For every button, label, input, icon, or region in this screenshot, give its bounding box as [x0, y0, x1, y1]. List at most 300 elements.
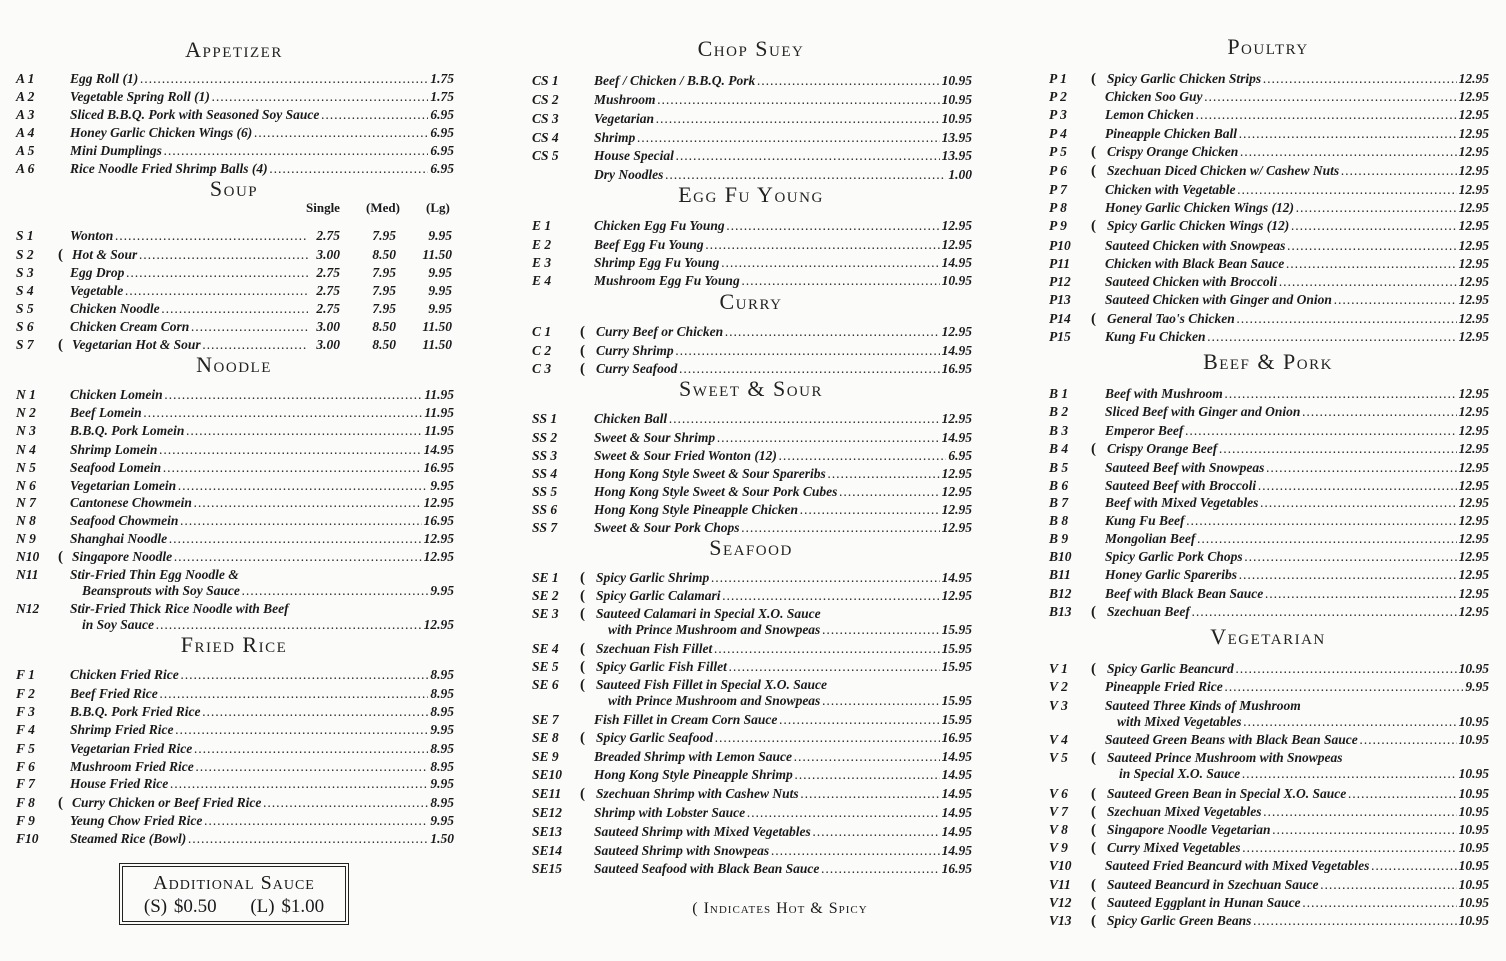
item-name: Beef with Mixed Vegetables	[1105, 495, 1259, 510]
item-price: 14.95	[941, 843, 972, 858]
item-name-line	[596, 640, 972, 658]
item-code: CS 5	[532, 148, 559, 163]
item-name-line	[70, 775, 454, 793]
spicy-legend	[650, 900, 910, 918]
spicy-icon: (	[1091, 840, 1096, 856]
item-name: Sauteed Three Kinds of Mushroom	[1105, 698, 1301, 713]
item-name: Lemon Chicken	[1105, 107, 1194, 122]
item-name-line	[70, 422, 454, 440]
dot-leader	[1302, 403, 1456, 421]
item-price: 12.95	[1458, 107, 1489, 122]
spicy-icon: (	[1091, 804, 1096, 820]
dot-leader	[794, 748, 940, 766]
dot-leader	[747, 804, 939, 822]
item-name-line	[596, 785, 972, 803]
spicy-icon: (	[580, 730, 585, 746]
soup-header-med: (Med)	[366, 200, 400, 215]
item-name-line	[1107, 217, 1489, 235]
item-name-line	[72, 246, 308, 264]
item-name: Kung Fu Chicken	[1105, 329, 1206, 344]
item-code: SE14	[532, 843, 563, 858]
item-name: Spicy Garlic Beancurd	[1107, 661, 1234, 676]
dot-leader	[1197, 530, 1456, 548]
menu-item	[14, 422, 454, 440]
menu-item	[1047, 143, 1489, 161]
item-name-line	[1107, 310, 1489, 328]
item-name-line	[1105, 237, 1489, 255]
section-title: Seafood	[709, 535, 793, 560]
item-price: 10.95	[1458, 804, 1489, 819]
item-price: 12.95	[1458, 126, 1489, 141]
item-code: N11	[16, 567, 39, 582]
item-name: Honey Garlic Chicken Wings (12)	[1105, 200, 1295, 215]
item-name: Sauteed Prince Mushroom with Snowpeas	[1107, 750, 1343, 765]
item-price: 12.95	[941, 237, 972, 252]
item-price: 16.95	[423, 513, 454, 528]
item-name-line	[1105, 678, 1489, 696]
item-price: 12.95	[1458, 274, 1489, 289]
item-price: 8.95	[430, 686, 454, 701]
item-name-line	[1105, 385, 1489, 403]
item-price: 1.75	[430, 71, 454, 86]
item-price: 10.95	[1458, 714, 1489, 729]
menu-item	[14, 282, 454, 300]
item-name: Sauteed Eggplant in Hunan Sauce	[1107, 895, 1301, 910]
menu-item	[14, 740, 454, 758]
menu-item	[530, 110, 972, 128]
menu-item	[530, 272, 972, 290]
item-name: Pineapple Fried Rice	[1105, 679, 1223, 694]
item-price: 14.95	[423, 442, 454, 457]
menu-item	[1047, 237, 1489, 255]
item-price: 12.95	[1458, 531, 1489, 546]
dot-leader	[822, 692, 939, 710]
item-code: SE 3	[532, 606, 559, 621]
item-price: 14.95	[941, 255, 972, 270]
item-price: 8.95	[430, 704, 454, 719]
item-name: Vegetable	[70, 283, 124, 298]
item-name-line	[594, 129, 972, 147]
menu-item	[1047, 125, 1489, 143]
spicy-icon: (	[1091, 661, 1096, 677]
item-price: 14.95	[941, 749, 972, 764]
item-name-line	[1105, 857, 1489, 875]
dot-leader	[1205, 88, 1457, 106]
price-large: 9.95	[428, 283, 452, 298]
spicy-icon: (	[1091, 163, 1096, 179]
item-code: P 3	[1049, 107, 1067, 122]
menu-item	[1047, 328, 1489, 346]
item-name: Steamed Rice (Bowl)	[70, 831, 187, 846]
item-name: Sliced Beef with Ginger and Onion	[1105, 404, 1301, 419]
dot-leader	[725, 323, 939, 341]
item-name-line	[70, 740, 454, 758]
item-code: SS 4	[532, 466, 558, 481]
item-code: P 1	[1049, 71, 1067, 86]
spicy-icon: (	[1091, 822, 1096, 838]
item-name: Vegetarian Hot & Sour	[72, 337, 201, 352]
menu-item	[14, 666, 454, 684]
dot-leader	[1239, 125, 1457, 143]
dot-leader	[1243, 839, 1457, 857]
item-code: B 3	[1049, 423, 1069, 438]
dot-leader	[801, 785, 940, 803]
price-med: 8.50	[372, 337, 396, 352]
item-code: V 3	[1049, 698, 1068, 713]
item-code: N 3	[16, 423, 36, 438]
item-name: Sauteed Shrimp with Mixed Vegetables	[594, 824, 811, 839]
item-name-line	[1107, 876, 1489, 894]
dot-leader	[1236, 660, 1457, 678]
item-code: P15	[1049, 329, 1071, 344]
item-name: Vegetarian Lomein	[70, 478, 177, 493]
item-name-line	[70, 318, 308, 336]
item-price: 10.95	[941, 273, 972, 288]
item-name: Chicken with Black Bean Sauce	[1105, 256, 1285, 271]
item-price: 12.95	[941, 324, 972, 339]
item-code: V 7	[1049, 804, 1068, 819]
dot-leader	[181, 666, 429, 684]
item-name: General Tao's Chicken	[1107, 311, 1235, 326]
item-name: Wonton	[70, 228, 114, 243]
item-code: N10	[16, 549, 40, 564]
item-price: 12.95	[1458, 144, 1489, 159]
item-code: SE15	[532, 861, 563, 876]
item-price: 9.95	[430, 813, 454, 828]
item-name-line	[70, 106, 454, 124]
item-price: 10.95	[1458, 858, 1489, 873]
menu-item	[14, 566, 454, 600]
item-name-line	[594, 501, 972, 519]
item-price: 12.95	[1458, 386, 1489, 401]
section-title: Egg Fu Young	[678, 182, 824, 207]
menu-item	[1047, 70, 1489, 88]
item-price: 12.95	[423, 617, 454, 632]
item-name-line	[1119, 765, 1489, 783]
item-code: SS 6	[532, 502, 558, 517]
dot-leader	[658, 91, 940, 109]
item-name: Sauteed Beef with Snowpeas	[1105, 460, 1265, 475]
item-name: Sauteed Shrimp with Snowpeas	[594, 843, 770, 858]
dot-leader	[721, 254, 939, 272]
dot-leader	[1242, 765, 1456, 783]
item-price: 1.50	[430, 831, 454, 846]
dot-leader	[1245, 548, 1457, 566]
item-code: SE10	[532, 767, 563, 782]
dot-leader	[729, 658, 940, 676]
item-name-line	[70, 758, 454, 776]
dot-leader	[711, 569, 939, 587]
dot-leader	[140, 70, 428, 88]
price-med: 7.95	[372, 228, 396, 243]
item-name-line	[1105, 255, 1489, 273]
dot-leader	[1348, 785, 1456, 803]
item-price: 8.95	[430, 795, 454, 810]
spicy-icon: (	[580, 361, 585, 377]
item-name: Hot & Sour	[72, 247, 138, 262]
price-med: 7.95	[372, 283, 396, 298]
item-code: C 1	[532, 324, 552, 339]
item-name-line	[1107, 803, 1489, 821]
item-code: SS 7	[532, 520, 558, 535]
dot-leader	[1291, 217, 1456, 235]
dot-leader	[1303, 894, 1457, 912]
item-name: Pineapple Chicken Ball	[1105, 126, 1238, 141]
menu-item	[530, 465, 972, 483]
dot-leader	[174, 548, 421, 566]
item-price: 14.95	[941, 570, 972, 585]
item-name-line	[1107, 839, 1489, 857]
menu-item	[530, 569, 972, 587]
dot-leader	[800, 501, 940, 519]
price-med: 7.95	[372, 265, 396, 280]
item-name-line	[70, 459, 454, 477]
item-price: 11.95	[424, 405, 454, 420]
item-name: Shanghai Noodle	[70, 531, 168, 546]
menu-item	[1047, 310, 1489, 328]
dot-leader	[1265, 585, 1456, 603]
item-name-line	[70, 530, 454, 548]
item-name: Spicy Garlic Shrimp	[596, 570, 710, 585]
item-name: Spicy Garlic Seafood	[596, 730, 713, 745]
item-price: 15.95	[941, 622, 972, 637]
dot-leader	[717, 429, 939, 447]
item-name-line	[1117, 713, 1489, 731]
item-price: 15.95	[941, 659, 972, 674]
additional-sauce-prices	[123, 896, 345, 918]
spicy-icon: (	[1091, 786, 1096, 802]
menu-item	[1047, 803, 1489, 821]
item-code: V10	[1049, 858, 1072, 873]
dot-leader	[742, 272, 940, 290]
item-code: SE 8	[532, 730, 559, 745]
item-code: B 5	[1049, 460, 1069, 475]
item-name: Mushroom Egg Fu Young	[594, 273, 740, 288]
item-code: N 9	[16, 531, 36, 546]
item-code: S 7	[16, 337, 34, 352]
menu-item	[1047, 697, 1489, 731]
price-single: 2.75	[316, 301, 340, 316]
item-code: F 3	[16, 704, 35, 719]
item-price: 12.95	[1458, 71, 1489, 86]
item-name: B.B.Q. Pork Fried Rice	[70, 704, 201, 719]
dot-leader	[715, 729, 940, 747]
item-name: Hong Kong Style Sweet & Sour Pork Cubes	[594, 484, 838, 499]
spicy-icon: (	[1091, 877, 1096, 893]
item-price: 10.95	[1458, 877, 1489, 892]
item-code: E 4	[532, 273, 552, 288]
item-price: 8.95	[430, 741, 454, 756]
item-name-line	[70, 70, 454, 88]
price-large: 11.50	[422, 337, 452, 352]
item-price: 12.95	[1458, 329, 1489, 344]
item-name: Beef with Black Bean Sauce	[1105, 586, 1264, 601]
item-code: V 4	[1049, 732, 1068, 747]
item-name: Sauteed Calamari in Special X.O. Sauce	[596, 606, 821, 621]
dot-leader	[676, 342, 940, 360]
section-title: Beef & Pork	[1203, 349, 1333, 374]
menu-item	[530, 676, 972, 710]
item-name-continued: in Soy Sauce	[82, 617, 155, 632]
item-name: Szechuan Beef	[1107, 604, 1190, 619]
item-code: CS 4	[532, 130, 559, 145]
item-price: 12.95	[1458, 163, 1489, 178]
item-price: 12.95	[1458, 218, 1489, 233]
item-name-line	[70, 477, 454, 495]
menu-item	[14, 459, 454, 477]
menu-item	[530, 501, 972, 519]
item-price: 12.95	[1458, 292, 1489, 307]
item-code: A 6	[16, 161, 35, 176]
item-name: Chicken Noodle	[70, 301, 160, 316]
menu-item	[14, 441, 454, 459]
item-name: Sliced B.B.Q. Pork with Seasoned Soy Sauce	[70, 107, 320, 122]
menu-item	[1047, 477, 1489, 495]
item-code: SE 5	[532, 659, 559, 674]
dot-leader	[771, 842, 939, 860]
menu-item	[530, 147, 972, 165]
item-code: A 1	[16, 71, 35, 86]
item-price: 12.95	[1458, 200, 1489, 215]
item-price: 12.95	[1458, 586, 1489, 601]
menu-item	[530, 748, 972, 766]
item-name-line	[70, 703, 454, 721]
dot-leader	[1238, 181, 1457, 199]
dot-leader	[242, 582, 428, 600]
item-name: Spicy Garlic Chicken Wings (12)	[1107, 218, 1290, 233]
item-price: 6.95	[948, 448, 972, 463]
item-price: 9.95	[430, 776, 454, 791]
item-price: 6.95	[430, 143, 454, 158]
item-name-line	[70, 282, 308, 300]
item-price: 9.95	[430, 478, 454, 493]
item-code: V 9	[1049, 840, 1068, 855]
menu-item	[530, 217, 972, 235]
menu-item	[530, 323, 972, 341]
item-code: SS 5	[532, 484, 558, 499]
menu-item	[530, 860, 972, 878]
item-code: B13	[1049, 604, 1072, 619]
item-name-line	[594, 711, 972, 729]
item-price: 8.95	[430, 759, 454, 774]
dot-leader	[165, 386, 423, 404]
item-name: Sauteed Chicken with Snowpeas	[1105, 238, 1286, 253]
item-name-line	[1105, 477, 1489, 495]
item-code: B 7	[1049, 495, 1069, 510]
item-code: S 5	[16, 301, 34, 316]
item-name: Yeung Chow Fried Rice	[70, 813, 203, 828]
spicy-icon: (	[692, 900, 699, 917]
dot-leader	[779, 447, 946, 465]
item-name: Curry Shrimp	[596, 343, 674, 358]
item-code: SE 1	[532, 570, 559, 585]
item-name-line	[596, 658, 972, 676]
dot-leader	[159, 441, 421, 459]
dot-leader	[144, 404, 423, 422]
item-price: 12.95	[423, 531, 454, 546]
item-name: Chicken Cream Corn	[70, 319, 190, 334]
dot-leader	[196, 758, 429, 776]
item-code: E 3	[532, 255, 552, 270]
item-code: B 6	[1049, 478, 1069, 493]
item-name: Curry Mixed Vegetables	[1107, 840, 1241, 855]
item-price: 12.95	[1458, 423, 1489, 438]
menu-item	[14, 264, 454, 282]
dot-leader	[1187, 512, 1457, 530]
item-name: Sweet & Sour Pork Chops	[594, 520, 740, 535]
item-code: V 1	[1049, 661, 1068, 676]
item-price: 12.95	[1458, 567, 1489, 582]
item-code: P 2	[1049, 89, 1067, 104]
item-name-line	[594, 91, 972, 109]
item-name-line	[596, 729, 972, 747]
item-name: Mushroom	[594, 92, 656, 107]
dot-leader	[162, 300, 308, 318]
dot-leader	[126, 264, 308, 282]
item-name-line	[72, 548, 454, 566]
item-name-line	[594, 217, 972, 235]
item-code: SS 3	[532, 448, 558, 463]
item-name: Vegetable Spring Roll (1)	[70, 89, 210, 104]
item-name-line	[72, 336, 308, 354]
item-code: P11	[1049, 256, 1071, 271]
item-name: House Special	[594, 148, 674, 163]
dot-leader	[676, 147, 940, 165]
item-price: 10.95	[1458, 913, 1489, 928]
menu-item	[1047, 660, 1489, 678]
item-name: Beef with Mushroom	[1105, 386, 1223, 401]
item-price: 1.00	[948, 167, 972, 182]
item-name-line	[594, 766, 972, 784]
section-title: Fried Rice	[180, 632, 288, 657]
price-large: 11.50	[422, 247, 452, 262]
item-name: Sauteed Chicken with Broccoli	[1105, 274, 1278, 289]
item-code: P13	[1049, 292, 1071, 307]
item-name-line	[1105, 291, 1489, 309]
item-code: CS 1	[532, 73, 559, 88]
menu-item	[14, 318, 454, 336]
price-med: 7.95	[372, 301, 396, 316]
item-name-line	[1105, 403, 1489, 421]
item-price: 13.95	[941, 130, 972, 145]
menu-item	[14, 548, 454, 566]
item-price: 12.95	[941, 411, 972, 426]
item-name: Dry Noodles	[594, 167, 664, 182]
spicy-icon: (	[580, 588, 585, 604]
item-code: C 3	[532, 361, 552, 376]
menu-item	[530, 658, 972, 676]
item-name-line	[1107, 603, 1489, 621]
item-name-line	[1107, 912, 1489, 930]
item-price: 11.95	[424, 423, 454, 438]
dot-leader	[1240, 143, 1456, 161]
item-price: 12.95	[1458, 495, 1489, 510]
menu-item	[530, 711, 972, 729]
spicy-icon: (	[580, 570, 585, 586]
menu-item	[14, 812, 454, 830]
dot-leader	[1341, 162, 1456, 180]
dot-leader	[1237, 310, 1457, 328]
item-code: SE 2	[532, 588, 559, 603]
item-name-line	[594, 110, 972, 128]
menu-item	[1047, 199, 1489, 217]
sauce-small-price: (S) $0.50	[143, 896, 217, 917]
item-name-continued: in Special X.O. Sauce	[1119, 766, 1241, 781]
menu-item	[530, 447, 972, 465]
item-name: Mongolian Beef	[1105, 531, 1196, 546]
price-single: 2.75	[316, 283, 340, 298]
item-name-line	[1105, 273, 1489, 291]
